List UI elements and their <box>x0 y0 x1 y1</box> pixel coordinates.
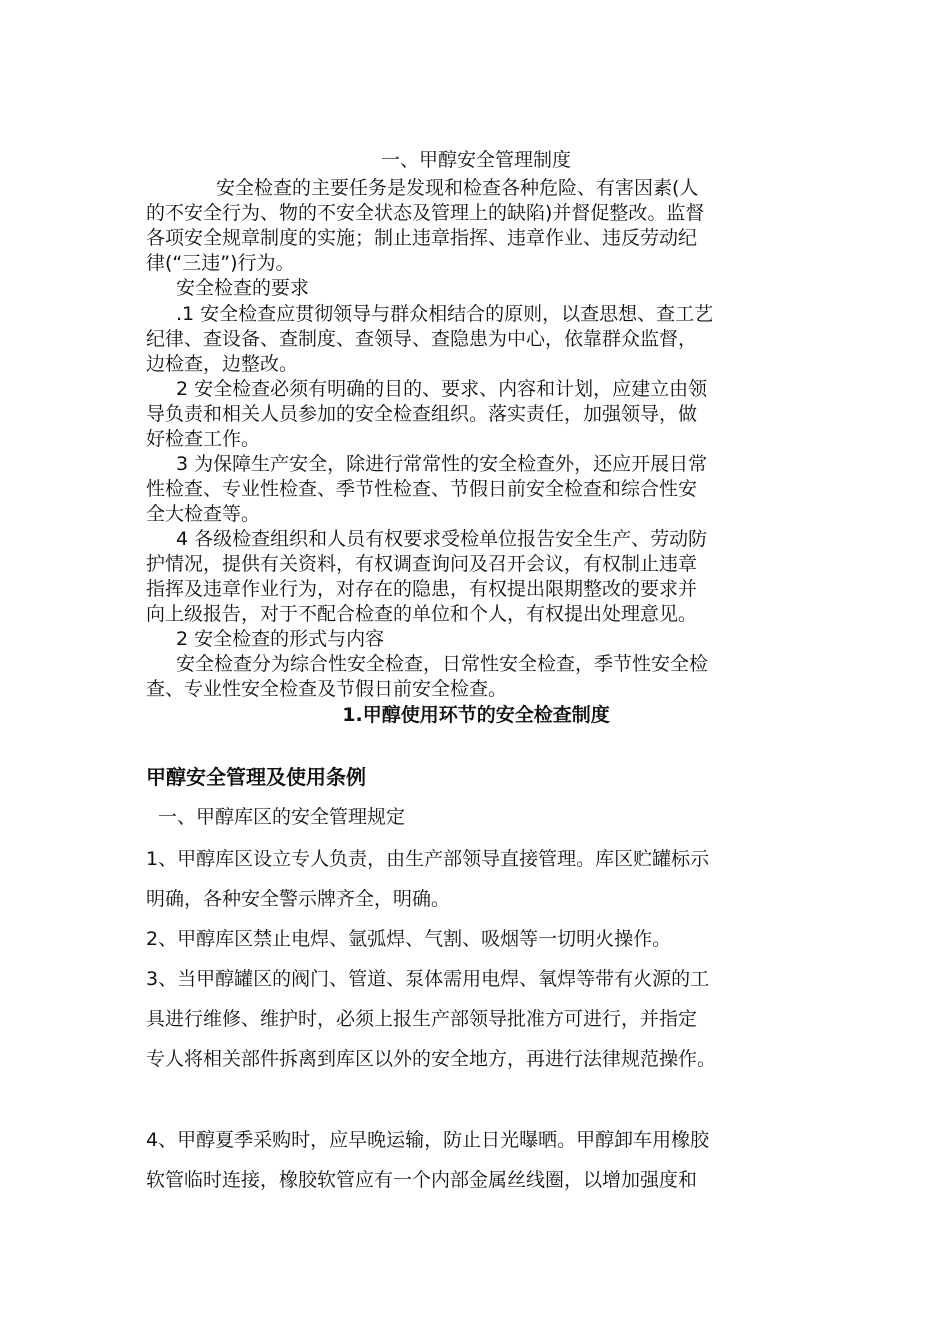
rule2-line-1: 2、甲醇库区禁止电焊、氩弧焊、气割、吸烟等一切明火操作。 <box>146 928 672 950</box>
item3-line-3: 全大检查等。 <box>146 503 261 525</box>
intro-line-4: 律(“三违”)行为。 <box>146 252 295 274</box>
item1-line-2: 纪律、查设备、查制度、查领导、查隐患为中心，依靠群众监督， <box>146 328 698 350</box>
item4-line-4: 向上级报告，对于不配合检查的单位和个人，有权提出处理意见。 <box>146 603 698 625</box>
intro-line-3: 各项安全规章制度的实施；制止违章指挥、违章作业、违反劳动纪 <box>146 227 698 249</box>
item2-line-2: 导负责和相关人员参加的安全检查组织。落实责任，加强领导，做 <box>146 403 698 425</box>
forms-line-1: 安全检查分为综合性安全检查，日常性安全检查，季节性安全检 <box>176 653 709 675</box>
forms-heading: 2 安全检查的形式与内容 <box>176 628 385 650</box>
intro-line-1: 安全检查的主要任务是发现和检查各种危险、有害因素(人 <box>216 177 699 199</box>
regulation-subheading: 一、甲醇库区的安全管理规定 <box>158 806 406 828</box>
item3-line-2: 性检查、专业性检查、季节性检查、节假日前安全检查和综合性安 <box>146 478 698 500</box>
regulation-title: 甲醇安全管理及使用条例 <box>146 765 366 789</box>
rule3-line-3: 专人将相关部件拆离到库区以外的安全地方，再进行法律规范操作。 <box>146 1048 717 1070</box>
rule1-line-1: 1、甲醇库区设立专人负责，由生产部领导直接管理。库区贮罐标示 <box>146 848 710 870</box>
rule4-line-1: 4、甲醇夏季采购时，应早晚运输，防止日光曝晒。甲醇卸车用橡胶 <box>146 1129 710 1151</box>
item3-line-1: 3 为保障生产安全，除进行常常性的安全检查外，还应开展日常 <box>176 453 708 475</box>
forms-line-2: 查、专业性安全检查及节假日前安全检查。 <box>146 678 508 700</box>
rule3-line-1: 3、当甲醇罐区的阀门、管道、泵体需用电焊、氧焊等带有火源的工 <box>146 968 710 990</box>
intro-line-2: 的不安全行为、物的不安全状态及管理上的缺陷)并督促整改。监督 <box>146 202 705 224</box>
item1-line-1: .1 安全检查应贯彻领导与群众相结合的原则，以查思想、查工艺 <box>176 303 714 325</box>
section-title: 一、甲醇安全管理制度 <box>380 149 571 171</box>
item4-line-3: 指挥及违章作业行为，对存在的隐患，有权提出限期整改的要求并 <box>146 578 698 600</box>
rule3-line-2: 具进行维修、维护时，必须上报生产部领导批准方可进行，并指定 <box>146 1008 698 1030</box>
item1-line-3: 边检查，边整改。 <box>146 353 299 375</box>
item4-line-1: 4 各级检查组织和人员有权要求受检单位报告安全生产、劳动防 <box>176 528 708 550</box>
requirements-heading: 安全检查的要求 <box>176 277 310 299</box>
item2-line-3: 好检查工作。 <box>146 428 261 450</box>
section-subtitle: 1.甲醇使用环节的安全检查制度 <box>342 704 610 726</box>
item2-line-1: 2 安全检查必须有明确的目的、要求、内容和计划，应建立由领 <box>176 378 708 400</box>
rule1-line-2: 明确，各种安全警示牌齐全，明确。 <box>146 888 451 910</box>
item4-line-2: 护情况，提供有关资料，有权调查询问及召开会议，有权制止违章 <box>146 553 698 575</box>
rule4-line-2: 软管临时连接，橡胶软管应有一个内部金属丝线圈，以增加强度和 <box>146 1169 698 1191</box>
